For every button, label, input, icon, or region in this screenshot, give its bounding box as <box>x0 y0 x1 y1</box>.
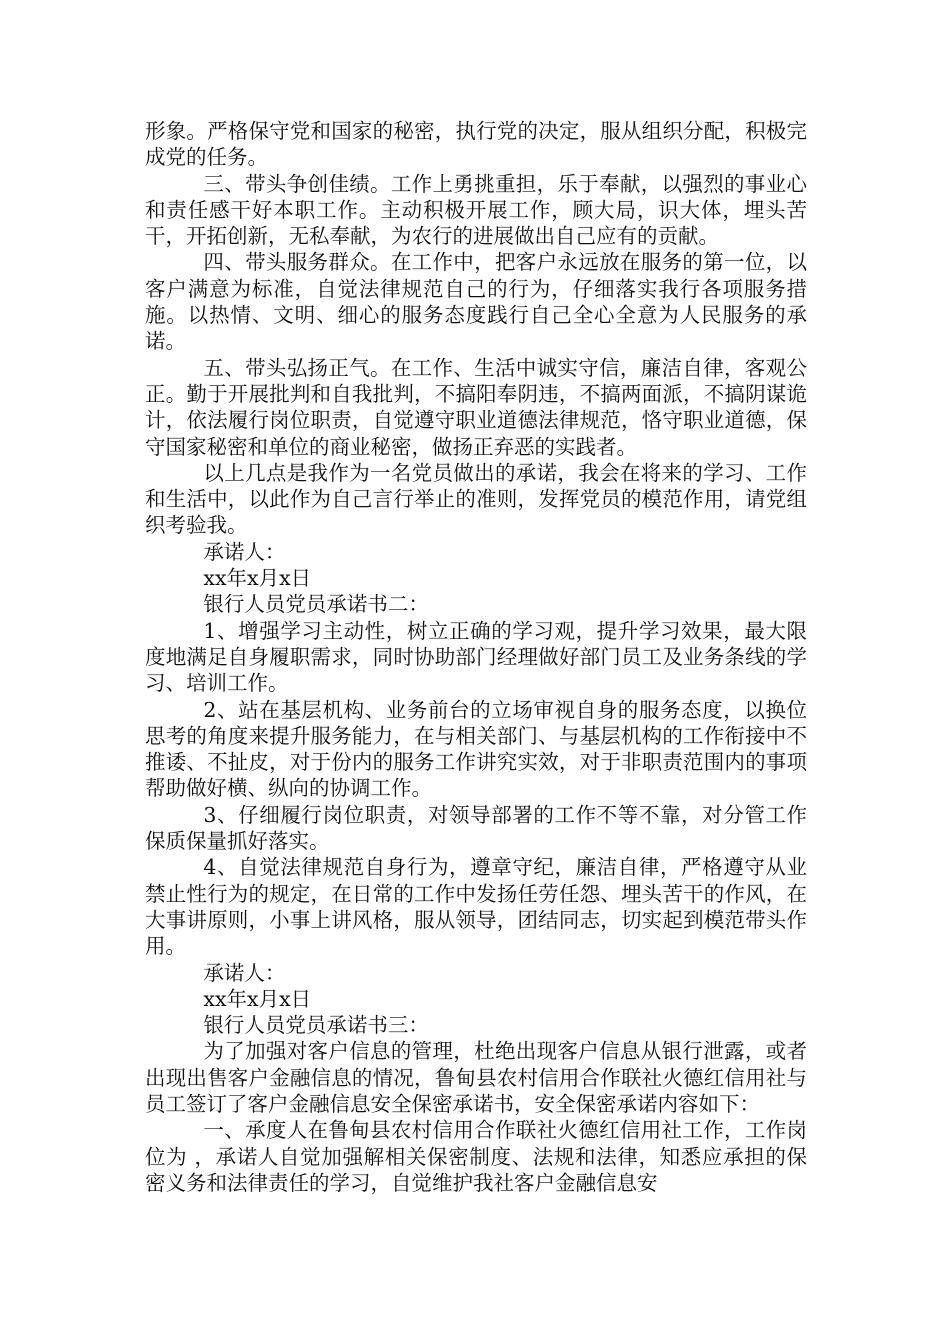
paragraph-point-one: 1、增强学习主动性，树立正确的学习观，提升学习效果，最大限度地满足自身履职需求，同时协助部门经理做好部门员工及业务条线的学习、培训工作。 <box>145 618 807 696</box>
document-body <box>145 118 807 1196</box>
section-heading-three: 银行人员党员承诺书三： <box>203 1013 429 1038</box>
date-line: xx年x月x日 <box>203 566 312 591</box>
paragraph-point-two: 2、站在基层机构、业务前台的立场审视自身的服务态度，以换位思考的角度来提升服务能力，在与相关部门、与基层机构的工作衔接中不推诿、不扯皮，对于份内的服务工作讲究实效，对于非职责范围内的事项帮助做好横、纵向的协调工作。 <box>145 697 807 801</box>
paragraph-item-five: 五、带头弘扬正气。在工作、生活中诚实守信，廉洁自律，客观公正。勤于开展批判和自我批判，不搞阳奉阴违，不搞两面派，不搞阴谋诡计，依法履行岗位职责，自觉遵守职业道德法律规范，恪守职业道德，保守国家秘密和单位的商业秘密，做扬正弃恶的实践者。 <box>145 355 807 459</box>
paragraph-point-three: 3、仔细履行岗位职责，对领导部署的工作不等不靠，对分管工作保质保量抓好落实。 <box>145 802 807 854</box>
date-line: xx年x月x日 <box>203 986 312 1011</box>
section-heading-two: 银行人员党员承诺书二： <box>203 592 429 617</box>
paragraph-item-four: 四、带头服务群众。在工作中，把客户永远放在服务的第一位，以客户满意为标准，自觉法律规范自己的行为，仔细落实我行各项服务措施。以热情、文明、细心的服务态度践行自己全心全意为人民服务的承诺。 <box>145 250 807 354</box>
paragraph-intro: 为了加强对客户信息的管理，杜绝出现客户信息从银行泄露，或者出现出售客户金融信息的情况，鲁甸县农村信用合作联社火德红信用社与员工签订了客户金融信息安全保密承诺书，安全保密承诺内容如下： <box>145 1039 807 1116</box>
paragraph-point-four: 4、自觉法律规范自身行为，遵章守纪，廉洁自律，严格遵守从业禁止性行为的规定，在日常的工作中发扬任劳任怨、埋头苦干的作风，在大事讲原则，小事上讲风格，服从领导，团结同志，切实起到模范带头作用。 <box>145 855 807 959</box>
paragraph-clause-one: 一、承度人在鲁甸县农村信用合作联社火德红信用社工作，工作岗位为 ，承诺人自觉加强解相关保密制度、法规和法律，知悉应承担的保密义务和法律责任的学习，自觉维护我社客户金融信息安 <box>145 1118 807 1195</box>
paragraph-item-three: 三、带头争创佳绩。工作上勇挑重担，乐于奉献，以强烈的事业心和责任感干好本职工作。主动积极开展工作，顾大局，识大体，埋头苦干，开拓创新，无私奉献，为农行的进展做出自己应有的贡献。 <box>145 171 807 249</box>
signature-label: 承诺人： <box>203 960 286 985</box>
paragraph-summary: 以上几点是我作为一名党员做出的承诺，我会在将来的学习、工作和生活中，以此作为自己言行举止的准则，发挥党员的模范作用，请党组织考验我。 <box>145 460 807 538</box>
paragraph-continuation: 形象。严格保守党和国家的秘密，执行党的决定，服从组织分配，积极完成党的任务。 <box>145 119 807 170</box>
signature-label: 承诺人： <box>203 539 286 564</box>
